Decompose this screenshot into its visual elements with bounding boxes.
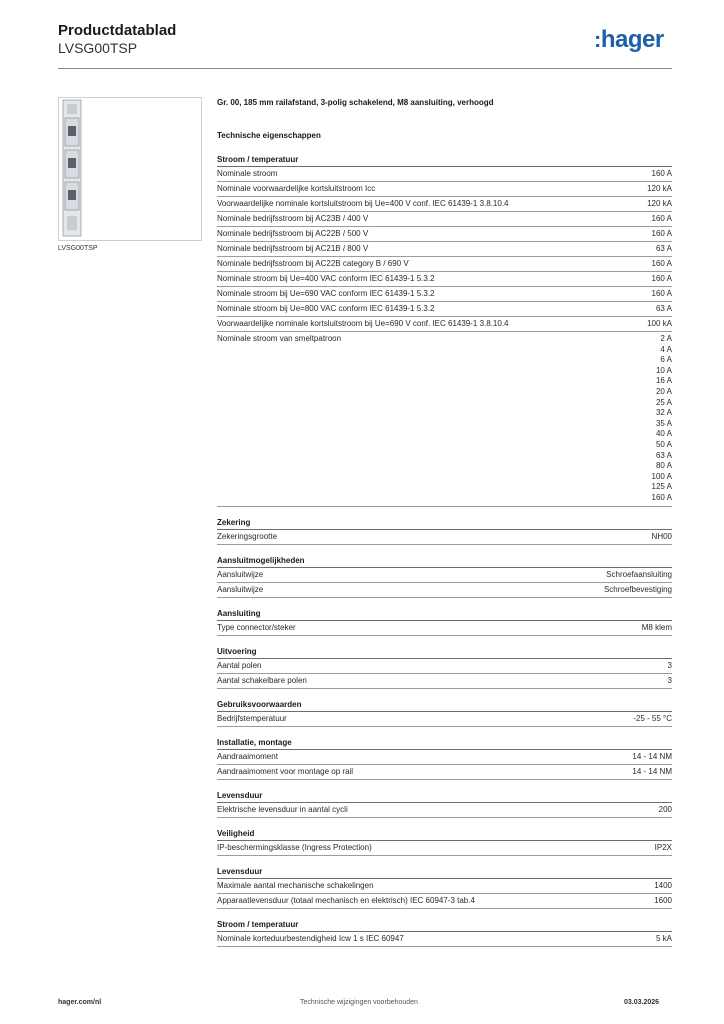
image-caption: LVSG00TSP <box>58 245 98 252</box>
property-label: Elektrische levensduur in aantal cycli <box>217 804 348 814</box>
section-title: Zekering <box>217 517 251 527</box>
section-gap <box>217 689 672 700</box>
property-value: Schroefaansluiting <box>606 569 672 579</box>
property-label: Nominale stroom van smeltpatroon <box>217 334 342 343</box>
property-row <box>217 765 672 780</box>
property-label: Nominale stroom <box>217 169 278 178</box>
property-label: Aandraaimoment <box>217 751 278 761</box>
section-title: Gebruiksvoorwaarden <box>217 699 302 709</box>
property-value: 160 A <box>651 169 672 178</box>
property-row <box>217 242 672 257</box>
property-row <box>217 841 672 856</box>
property-value: 1400 <box>654 880 672 890</box>
section-title: Uitvoering <box>217 646 257 656</box>
footer-disclaimer: Technische wijzigingen voorbehouden <box>300 999 418 1006</box>
property-label: Aandraaimoment voor montage op rail <box>217 766 354 776</box>
hager-logo: :hager <box>594 26 664 53</box>
property-row <box>217 302 672 317</box>
property-value: 120 kA <box>647 199 672 208</box>
document-title: Productdatablad <box>58 22 177 39</box>
datasheet-content <box>217 98 672 947</box>
property-value: IP2X <box>654 842 672 852</box>
property-value: 100 kA <box>647 319 672 328</box>
property-value: 80 A <box>655 461 672 471</box>
section-gap <box>217 856 672 867</box>
section-title: Veiligheid <box>217 828 255 838</box>
section-title: Aansluiting <box>217 608 261 618</box>
property-value: 16 A <box>655 376 672 386</box>
property-label: Voorwaardelijke nominale kortsluitstroom bij Ue=690 V conf. IEC 61439-1 3.8.10.4 <box>217 319 509 328</box>
property-row <box>217 568 672 583</box>
property-value: 2 A <box>660 334 672 343</box>
section-gap <box>217 545 672 556</box>
section-table <box>217 658 672 689</box>
property-row <box>217 894 672 909</box>
property-row <box>217 583 672 598</box>
property-value: 160 A <box>651 289 672 298</box>
footer-date: 03.03.2026 <box>624 999 660 1006</box>
property-label: IP-beschermingsklasse (Ingress Protection) <box>217 842 372 852</box>
property-row <box>217 659 672 674</box>
section-title: Stroom / temperatuur <box>217 919 299 929</box>
section-table <box>217 620 672 636</box>
property-value: 32 A <box>655 408 672 418</box>
property-value: 1600 <box>654 895 672 905</box>
property-row <box>217 621 672 636</box>
property-label: Nominale stroom bij Ue=800 VAC conform IEC 61439-1 5.3.2 <box>217 304 435 313</box>
footer-website: hager.com/nl <box>58 999 102 1006</box>
logo-text: hager <box>600 26 664 53</box>
fuse-switch-illustration <box>59 98 201 240</box>
property-values <box>652 334 672 504</box>
property-label: Apparaatlevensduur (totaal mechanisch en elektrisch) IEC 60947-3 tab.4 <box>217 895 475 905</box>
property-row <box>217 712 672 727</box>
property-value: 100 A <box>651 471 672 481</box>
property-row <box>217 167 672 182</box>
property-value: 10 A <box>655 365 672 375</box>
property-value: 160 A <box>651 229 672 238</box>
property-row <box>217 182 672 197</box>
property-value: 35 A <box>655 418 672 428</box>
property-row <box>217 212 672 227</box>
section-table <box>217 802 672 818</box>
section-title: Stroom / temperatuur <box>217 155 299 164</box>
property-label: Zekeringsgrootte <box>217 531 278 541</box>
property-value: 63 A <box>655 244 672 253</box>
section-title: Levensduur <box>217 790 263 800</box>
header-divider <box>58 68 672 69</box>
property-row <box>217 879 672 894</box>
property-label: Maximale aantal mechanische schakelingen <box>217 880 374 890</box>
property-row <box>217 803 672 818</box>
section-gap <box>217 780 672 791</box>
property-value: 200 <box>658 804 672 814</box>
product-image <box>58 97 202 241</box>
section-title: Aansluitmogelijkheden <box>217 555 305 565</box>
section-gap <box>217 598 672 609</box>
property-label: Aansluitwijze <box>217 584 264 594</box>
properties-sections <box>217 155 672 947</box>
property-value: 160 A <box>651 259 672 268</box>
property-value: 120 kA <box>647 184 672 193</box>
section-table <box>217 878 672 909</box>
property-value: -25 - 55 °C <box>633 713 672 723</box>
section-table <box>217 840 672 856</box>
property-value: M8 klem <box>641 622 672 632</box>
property-value: 20 A <box>655 386 672 396</box>
property-label: Voorwaardelijke nominale kortsluitstroom bij Ue=400 V conf. IEC 61439-1 3.8.10.4 <box>217 199 509 208</box>
technical-properties-heading: Technische eigenschappen <box>217 131 321 140</box>
property-value: 6 A <box>660 355 672 365</box>
section-gap <box>217 818 672 829</box>
property-label: Nominale bedrijfsstroom bij AC21B / 800 V <box>217 244 369 253</box>
property-row <box>217 674 672 689</box>
section-gap <box>217 507 672 518</box>
property-value: 63 A <box>655 450 672 460</box>
section-gap <box>217 727 672 738</box>
section-table <box>217 529 672 545</box>
section-table <box>217 166 672 507</box>
property-row <box>217 530 672 545</box>
property-value: 50 A <box>655 439 672 449</box>
section-gap <box>217 909 672 920</box>
property-row <box>217 332 672 507</box>
product-description: Gr. 00, 185 mm railafstand, 3-polig schakelend, M8 aansluiting, verhoogd <box>217 98 494 107</box>
property-value: 4 A <box>660 344 672 354</box>
property-value: NH00 <box>651 531 672 541</box>
property-label: Nominale stroom bij Ue=690 VAC conform IEC 61439-1 5.3.2 <box>217 289 435 298</box>
property-label: Aansluitwijze <box>217 569 264 579</box>
property-label: Nominale bedrijfsstroom bij AC22B / 500 V <box>217 229 369 238</box>
section-title: Levensduur <box>217 866 263 876</box>
section-table <box>217 711 672 727</box>
property-label: Nominale bedrijfsstroom bij AC23B / 400 V <box>217 214 369 223</box>
property-label: Nominale voorwaardelijke kortsluitstroom Icc <box>217 184 376 193</box>
section-table <box>217 931 672 947</box>
property-label: Type connector/steker <box>217 622 296 632</box>
property-label: Nominale stroom bij Ue=400 VAC conform IEC 61439-1 5.3.2 <box>217 274 435 283</box>
section-table <box>217 567 672 598</box>
property-label: Aantal schakelbare polen <box>217 675 307 685</box>
property-value: 40 A <box>655 429 672 439</box>
section-gap <box>217 636 672 647</box>
property-label: Nominale korteduurbestendigheid Icw 1 s IEC 60947 <box>217 933 404 943</box>
property-value: 5 kA <box>655 933 672 943</box>
property-row <box>217 287 672 302</box>
product-code: LVSG00TSP <box>58 40 138 56</box>
section-table <box>217 749 672 780</box>
property-row <box>217 227 672 242</box>
property-value: Schroefbevestiging <box>603 584 672 594</box>
property-row <box>217 317 672 332</box>
property-label: Aantal polen <box>217 660 262 670</box>
property-row <box>217 750 672 765</box>
property-value: 3 <box>667 660 672 670</box>
property-row <box>217 272 672 287</box>
property-value: 25 A <box>655 397 672 407</box>
property-value: 160 A <box>651 214 672 223</box>
property-row <box>217 257 672 272</box>
property-value: 14 - 14 NM <box>632 766 672 776</box>
property-value: 160 A <box>651 274 672 283</box>
property-value: 63 A <box>655 304 672 313</box>
property-value: 160 A <box>651 492 672 502</box>
property-value: 3 <box>667 675 672 685</box>
property-value: 14 - 14 NM <box>632 751 672 761</box>
property-label: Bedrijfstemperatuur <box>217 713 287 723</box>
property-row <box>217 932 672 947</box>
property-value: 125 A <box>651 482 672 492</box>
property-row <box>217 197 672 212</box>
property-label: Nominale bedrijfsstroom bij AC22B category B / 690 V <box>217 259 409 268</box>
section-title: Installatie, montage <box>217 737 292 747</box>
